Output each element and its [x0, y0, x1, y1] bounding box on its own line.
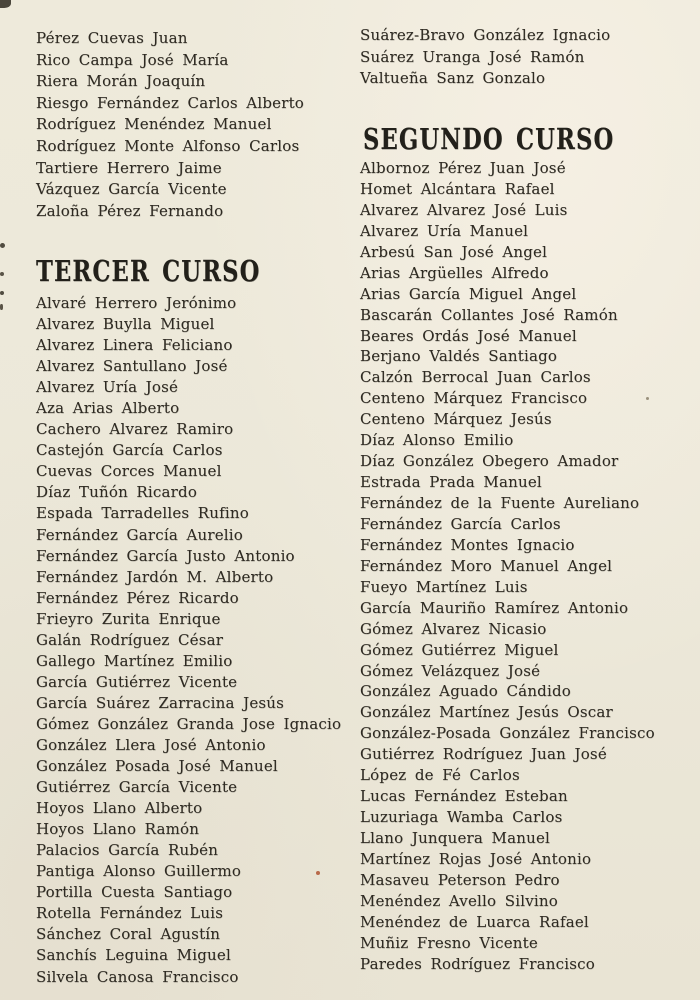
list-item: Díaz González Obegero Amador — [360, 452, 619, 471]
list-item: Menéndez Avello Silvino — [360, 891, 558, 910]
list-item: Fernández García Justo Antonio — [36, 546, 295, 565]
list-item: González Posada José Manuel — [36, 757, 278, 776]
list-item: Homet Alcántara Rafael — [360, 179, 555, 198]
scan-speck — [646, 397, 649, 400]
list-item: Arias García Miguel Angel — [360, 284, 577, 303]
list-item: Paredes Rodríguez Francisco — [360, 954, 595, 973]
list-item: González Martínez Jesús Oscar — [360, 703, 613, 722]
list-item: Luzuriaga Wamba Carlos — [360, 808, 563, 827]
list-item: Masaveu Peterson Pedro — [360, 870, 560, 889]
list-item: Gutiérrez García Vicente — [36, 778, 238, 797]
list-item: Riesgo Fernández Carlos Alberto — [36, 93, 305, 112]
segundo-curso-name-list — [360, 158, 655, 975]
list-item: Beares Ordás José Manuel — [360, 326, 577, 345]
list-item: Muñiz Fresno Vicente — [360, 933, 538, 952]
left-column-top-name-list — [36, 28, 304, 222]
list-item: Rodríguez Monte Alfonso Carlos — [36, 136, 300, 155]
list-item: Estrada Prada Manuel — [360, 473, 542, 492]
list-item: Díaz Tuñón Ricardo — [36, 483, 198, 502]
list-item: Fernández de la Fuente Aureliano — [360, 494, 640, 512]
tercer-curso-heading: TERCER CURSO — [36, 254, 261, 288]
list-item: Alvarez Uría José — [36, 378, 179, 397]
list-item: Pérez Cuevas Juan — [36, 29, 188, 47]
list-item: Aza Arias Alberto — [36, 399, 180, 418]
list-item: Suárez-Bravo González Ignacio — [360, 26, 611, 44]
right-column-top-name-list — [360, 25, 610, 90]
scan-artifact-edge — [0, 243, 5, 248]
list-item: Fueyo Martínez Luis — [360, 577, 528, 596]
list-item: García Gutiérrez Vicente — [36, 672, 238, 691]
list-item: Alvarez Linera Feliciano — [36, 336, 233, 355]
list-item: Fernández Moro Manuel Angel — [360, 556, 613, 575]
list-item: Castejón García Carlos — [36, 441, 223, 460]
list-item: Palacios García Rubén — [36, 841, 219, 860]
list-item: García Mauriño Ramírez Antonio — [360, 598, 629, 617]
list-item: Portilla Cuesta Santiago — [36, 883, 233, 902]
list-item: Alvarez Santullano José — [36, 357, 228, 376]
tercer-curso-name-list — [36, 293, 341, 988]
list-item: Alvarez Uría Manuel — [360, 221, 529, 240]
list-item: Calzón Berrocal Juan Carlos — [360, 368, 591, 387]
list-item: González Llera José Antonio — [36, 735, 266, 754]
list-item: Díaz Alonso Emilio — [360, 431, 514, 450]
list-item: Berjano Valdés Santiago — [360, 347, 558, 366]
list-item: Rico Campa José María — [36, 50, 229, 69]
list-item: Lucas Fernández Esteban — [360, 787, 568, 806]
list-item: Zaloña Pérez Fernando — [36, 201, 224, 220]
scan-speck — [316, 871, 320, 875]
list-item: Arbesú San José Angel — [360, 242, 548, 261]
list-item: Albornoz Pérez Juan José — [360, 159, 566, 177]
list-item: Rodríguez Menéndez Manuel — [36, 115, 272, 134]
list-item: Alvarez Buylla Miguel — [36, 315, 215, 334]
list-item: Hoyos Llano Ramón — [36, 820, 200, 839]
list-item: López de Fé Carlos — [360, 766, 520, 785]
list-item: González Aguado Cándido — [360, 682, 572, 701]
list-item: Gómez Velázquez José — [360, 661, 541, 680]
list-item: Pantiga Alonso Guillermo — [36, 862, 242, 881]
list-item: Sanchís Leguina Miguel — [36, 946, 231, 965]
list-item: Gómez Gutiérrez Miguel — [360, 640, 559, 659]
list-item: Tartiere Herrero Jaime — [36, 158, 222, 177]
scan-artifact-edge — [0, 304, 3, 310]
list-item: García Suárez Zarracina Jesús — [36, 693, 285, 712]
list-item: Galán Rodríguez César — [36, 630, 224, 649]
list-item: Hoyos Llano Alberto — [36, 799, 203, 818]
list-item: Alvaré Herrero Jerónimo — [36, 294, 237, 312]
list-item: Espada Tarradelles Rufino — [36, 504, 249, 523]
list-item: Frieyro Zurita Enrique — [36, 609, 221, 628]
list-item: Rotella Fernández Luis — [36, 904, 224, 923]
scan-artifact-corner — [0, 0, 11, 8]
list-item: Vázquez García Vicente — [36, 180, 227, 199]
segundo-curso-heading: SEGUNDO CURSO — [363, 122, 615, 156]
list-item: Sánchez Coral Agustín — [36, 925, 221, 944]
list-item: Fernández Montes Ignacio — [360, 535, 575, 554]
scan-artifact-edge — [0, 291, 4, 295]
list-item: Llano Junquera Manuel — [360, 829, 551, 847]
scan-artifact-edge — [0, 272, 4, 276]
list-item: Menéndez de Luarca Rafael — [360, 912, 589, 931]
list-item: Cachero Alvarez Ramiro — [36, 420, 234, 439]
list-item: Martínez Rojas José Antonio — [360, 849, 592, 868]
list-item: Fernández Pérez Ricardo — [36, 588, 239, 607]
list-item: Suárez Uranga José Ramón — [360, 47, 585, 66]
list-item: Bascarán Collantes José Ramón — [360, 305, 618, 324]
list-item: Riera Morán Joaquín — [36, 72, 206, 91]
list-item: Valtueña Sanz Gonzalo — [360, 69, 546, 88]
list-item: Gómez González Granda Jose Ignacio — [36, 714, 342, 733]
list-item: Cuevas Corces Manuel — [36, 462, 222, 481]
list-item: Gómez Alvarez Nicasio — [360, 619, 547, 638]
list-item: Fernández García Carlos — [360, 514, 561, 533]
list-item: Gutiérrez Rodríguez Juan José — [360, 745, 607, 764]
list-item: Silvela Canosa Francisco — [36, 967, 239, 986]
list-item: Gallego Martínez Emilio — [36, 651, 233, 670]
list-item: Centeno Márquez Jesús — [360, 410, 552, 429]
list-item: Alvarez Alvarez José Luis — [360, 200, 568, 219]
list-item: Fernández Jardón M. Alberto — [36, 567, 274, 586]
list-item: Centeno Márquez Francisco — [360, 389, 588, 408]
list-item: Fernández García Aurelio — [36, 525, 244, 544]
list-item: González-Posada González Francisco — [360, 724, 655, 743]
list-item: Arias Argüelles Alfredo — [360, 263, 549, 282]
